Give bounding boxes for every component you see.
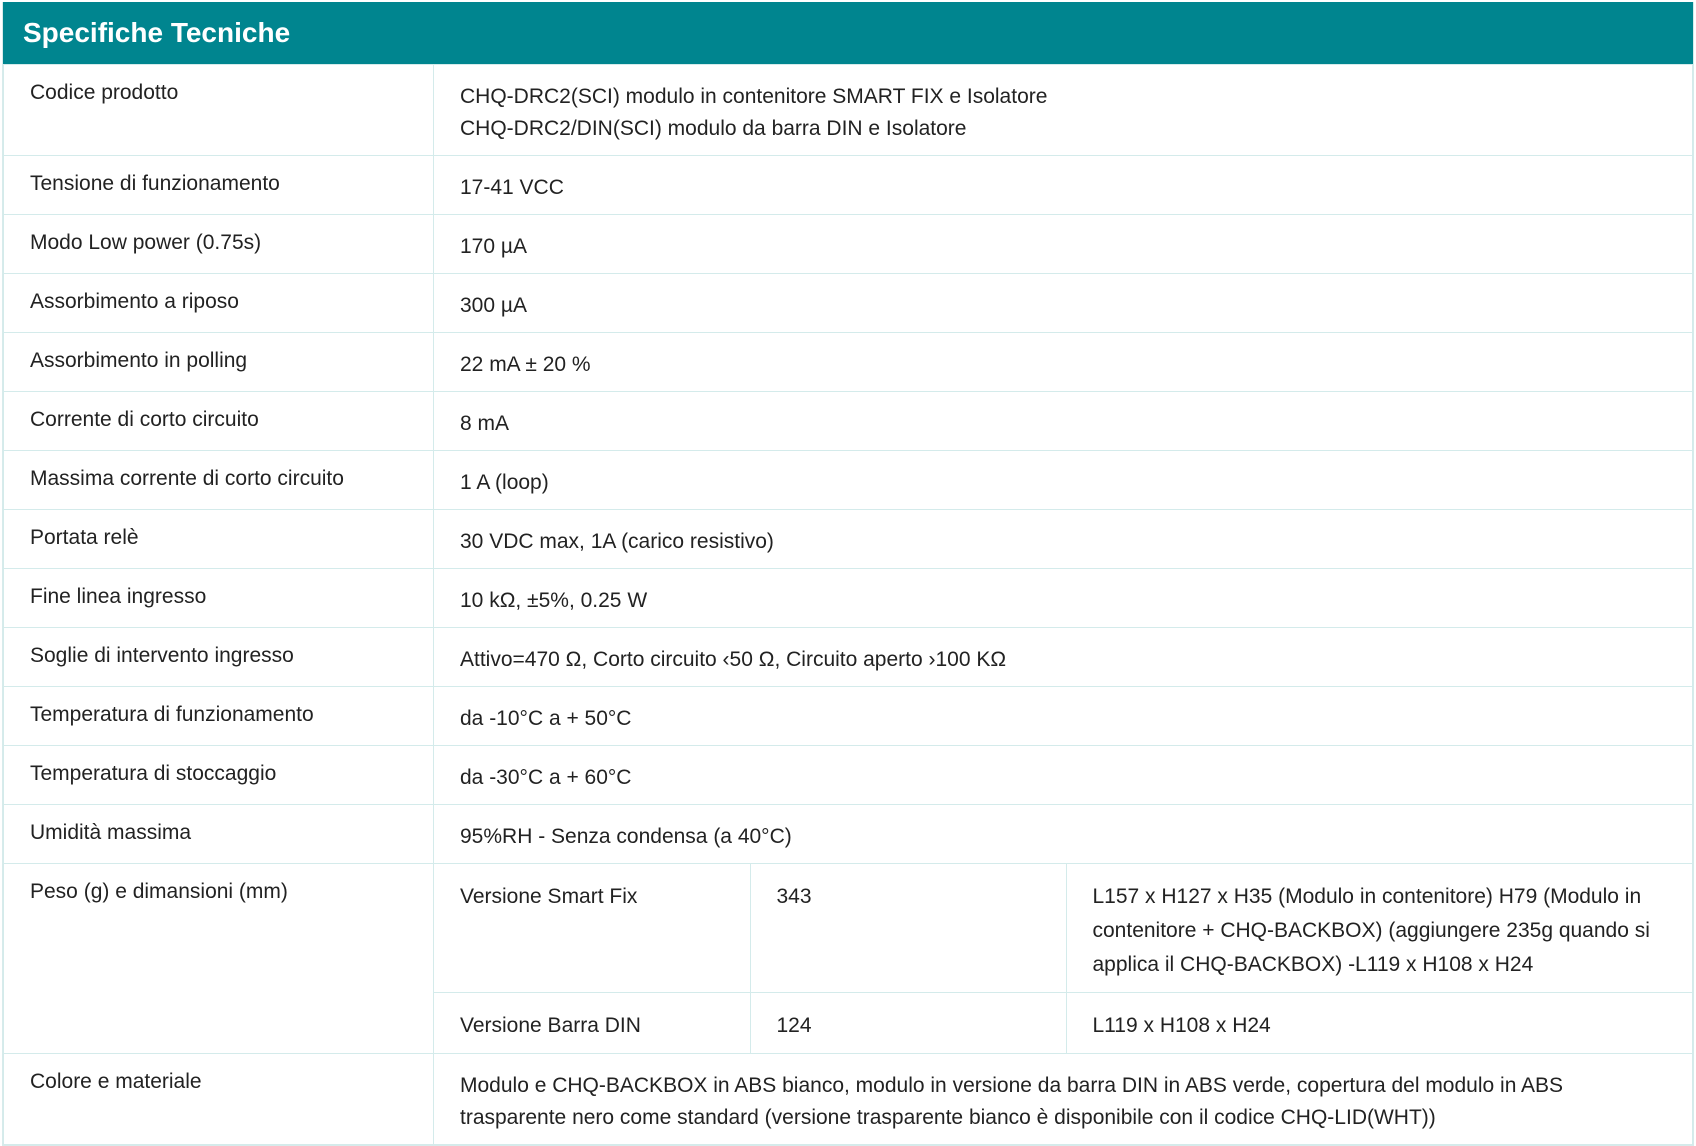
row-value (434, 746, 1693, 805)
row-value-line: 300 µA (460, 294, 527, 317)
spec-table (3, 64, 1693, 1145)
table-row (4, 746, 1693, 805)
row-value-line: da -30°C a + 60°C (460, 766, 632, 789)
table-row-version-barra-din (434, 993, 1692, 1054)
row-label: Assorbimento in polling (4, 333, 434, 392)
version-dimensions: L157 x H127 x H35 (Modulo in contenitore) H79 (Modulo in contenitore + CHQ-BACKBOX) (aggiungere 235g quando si applica il CHQ-BACKBOX) -L119 x H108 x H24 (1066, 864, 1692, 993)
spec-table-body (4, 65, 1693, 1145)
version-name: Versione Smart Fix (434, 864, 750, 993)
table-row (4, 687, 1693, 746)
row-value (434, 392, 1693, 451)
table-row (4, 156, 1693, 215)
version-dimensions: L119 x H108 x H24 (1066, 993, 1692, 1054)
row-value (434, 65, 1693, 156)
row-label: Modo Low power (0.75s) (4, 215, 434, 274)
row-label: Soglie di intervento ingresso (4, 628, 434, 687)
table-row (4, 274, 1693, 333)
table-row (4, 628, 1693, 687)
row-value (434, 805, 1693, 864)
table-row (4, 333, 1693, 392)
row-label: Portata relè (4, 510, 434, 569)
table-row (4, 451, 1693, 510)
row-value (434, 156, 1693, 215)
row-value (434, 687, 1693, 746)
row-value (434, 569, 1693, 628)
row-label: Temperatura di stoccaggio (4, 746, 434, 805)
row-value (434, 510, 1693, 569)
row-label: Tensione di funzionamento (4, 156, 434, 215)
table-row-colore-materiale (4, 1054, 1693, 1145)
row-value (434, 451, 1693, 510)
row-label: Colore e materiale (4, 1054, 434, 1145)
row-value-line: 170 µA (460, 235, 527, 258)
row-label: Umidità massima (4, 805, 434, 864)
row-label: Fine linea ingresso (4, 569, 434, 628)
row-label: Assorbimento a riposo (4, 274, 434, 333)
row-label: Temperatura di funzionamento (4, 687, 434, 746)
spec-sheet (2, 2, 1694, 1146)
row-value-line: 22 mA ± 20 % (460, 353, 591, 376)
row-value-line: 10 kΩ, ±5%, 0.25 W (460, 589, 648, 612)
table-row (4, 805, 1693, 864)
table-row (4, 215, 1693, 274)
row-value-line: da -10°C a + 50°C (460, 707, 632, 730)
table-row (4, 392, 1693, 451)
weight-dimensions-table (434, 864, 1692, 1053)
table-row (4, 510, 1693, 569)
row-label: Massima corrente di corto circuito (4, 451, 434, 510)
row-value-line: 1 A (loop) (460, 471, 549, 494)
section-header: Specifiche Tecniche (3, 2, 1693, 64)
row-value-line: 8 mA (460, 412, 510, 435)
row-value-line: 95%RH - Senza condensa (a 40°C) (460, 825, 792, 848)
table-row-version-smart-fix (434, 864, 1692, 993)
row-value-line: CHQ-DRC2(SCI) modulo in contenitore SMART FIX e Isolatore (460, 85, 1048, 108)
row-value (434, 215, 1693, 274)
version-weight: 343 (750, 864, 1066, 993)
row-value-line: 17-41 VCC (460, 176, 564, 199)
row-value (434, 333, 1693, 392)
row-value (434, 628, 1693, 687)
row-label: Corrente di corto circuito (4, 392, 434, 451)
table-row (4, 65, 1693, 156)
row-value: Modulo e CHQ-BACKBOX in ABS bianco, modulo in versione da barra DIN in ABS verde, copertura del modulo in ABS trasparente nero come standard (versione trasparente bianco è disponibile con il codice CHQ-LID(WHT)) (434, 1054, 1693, 1145)
row-value-line: CHQ-DRC2/DIN(SCI) modulo da barra DIN e Isolatore (460, 117, 967, 140)
row-value-line: Attivo=470 Ω, Corto circuito ‹50 Ω, Circuito aperto ›100 KΩ (460, 648, 1007, 671)
row-value (434, 274, 1693, 333)
row-label: Peso (g) e dimansioni (mm) (4, 864, 434, 1054)
table-row-weight-dimensions (4, 864, 1693, 1054)
version-weight: 124 (750, 993, 1066, 1054)
weight-dimensions-cell (434, 864, 1693, 1054)
row-value-line: 30 VDC max, 1A (carico resistivo) (460, 530, 774, 553)
table-row (4, 569, 1693, 628)
version-name: Versione Barra DIN (434, 993, 750, 1054)
row-label: Codice prodotto (4, 65, 434, 156)
